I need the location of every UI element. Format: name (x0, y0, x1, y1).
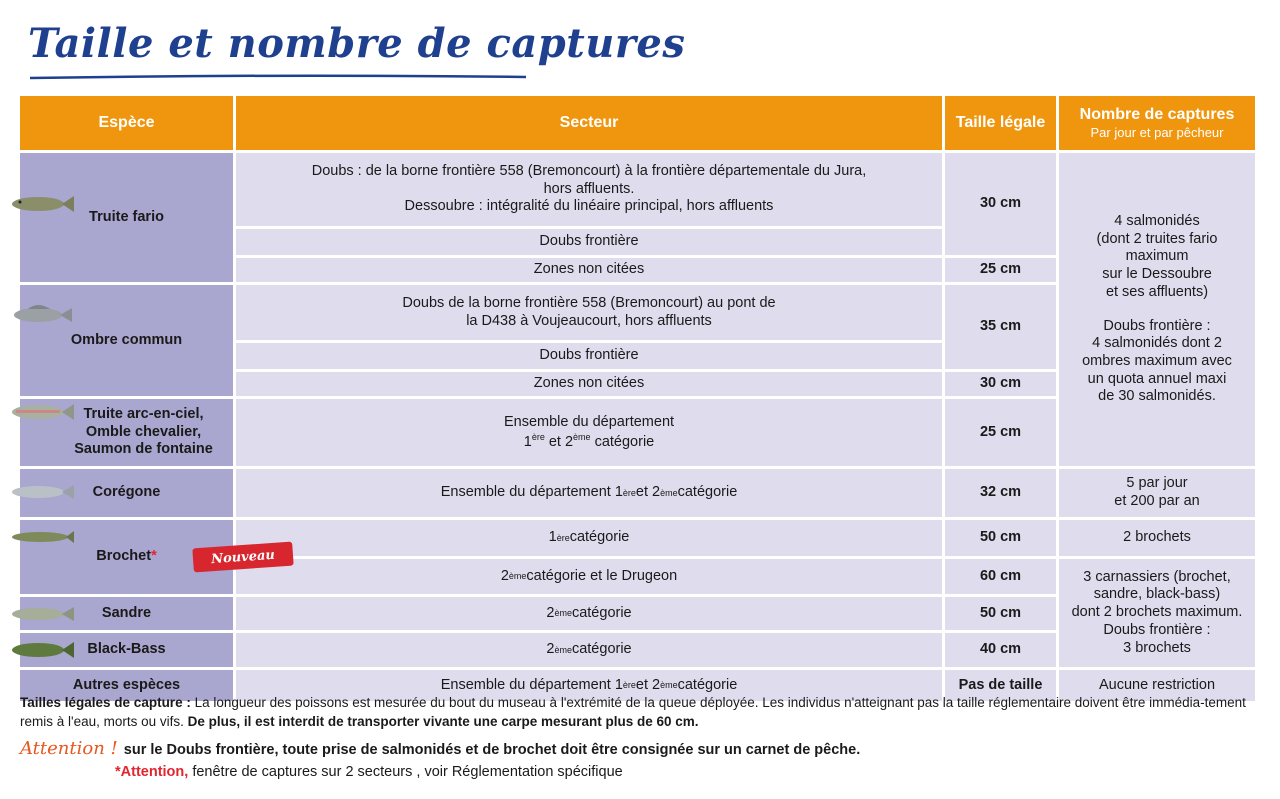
species-label: Sandre (101, 604, 152, 621)
grayling-icon (8, 303, 74, 325)
sector-arc (236, 399, 942, 466)
legal-size-note (20, 693, 1260, 731)
catches-text: et 200 par an (1114, 493, 1200, 509)
size-brochet-1: 50 cm (945, 520, 1056, 556)
catches-text: (dont 2 truites fario (1096, 230, 1218, 247)
header-size: Taille légale (945, 96, 1056, 150)
sector-fario-3: Zones non citées (236, 258, 942, 282)
rainbow-trout-icon (8, 401, 74, 423)
size-arc: 25 cm (945, 399, 1056, 466)
size-ombre-other: 30 cm (945, 372, 1056, 396)
catches-text: dont 2 brochets maximum. (1071, 604, 1243, 621)
attention-line (20, 738, 860, 759)
species-ombre (20, 285, 233, 396)
size-brochet-2: 60 cm (945, 559, 1056, 594)
species-label: Corégone (92, 484, 161, 501)
species-black-bass (20, 633, 233, 667)
catches-text: 3 carnassiers (brochet, (1083, 568, 1231, 585)
sector-sandre: 2 ème catégorie (236, 597, 942, 630)
attention-word: Attention ! (20, 738, 118, 759)
catches-salmonids (1059, 153, 1255, 466)
sector-brochet-2: 2 ème catégorie et le Drugeon (236, 559, 942, 594)
sector-text: Doubs : de la borne frontière 558 (Bremoncourt) à la frontière départementale du Jura, (311, 162, 867, 179)
species-label: Brochet* (96, 548, 157, 565)
note-text: La longueur des poissons est mesurée du bout du museau à l'extrémité de la queue déployée. Les individus n'atteignant pas la taille réglementaire doivent être immédia-tement remis à l'eau, morts ou vifs. (20, 695, 1246, 730)
catches-text: sandre, black-bass) (1093, 586, 1221, 603)
sector-text: Doubs de la borne frontière 558 (Bremoncourt) au pont de (402, 294, 776, 311)
note-bold: De plus, il est interdit de transporter vivante une carpe mesurant plus de 60 cm. (187, 714, 699, 730)
species-label: Truite arc-en-ciel, (83, 405, 204, 422)
regulations-table (20, 96, 1254, 693)
sector-fario-1 (236, 153, 942, 226)
whitefish-icon (8, 481, 74, 503)
catches-coregone (1059, 469, 1255, 517)
species-arc-en-ciel (20, 399, 233, 466)
asterisk: * (151, 548, 157, 565)
sector-ombre-1 (236, 285, 942, 340)
species-autres: Autres espèces (20, 670, 233, 701)
sector-fario-2: Doubs frontière (236, 229, 942, 255)
catches-text: maximum (1125, 248, 1189, 265)
note-label: Tailles légales de capture : (20, 695, 191, 710)
species-truite-fario (20, 153, 233, 282)
species-coregone (20, 469, 233, 517)
catches-text: ombres maximum avec (1082, 352, 1232, 369)
header-catches (1059, 96, 1255, 150)
sector-autres: Ensemble du département 1 ère et 2 ème catégorie (236, 670, 942, 701)
size-fario-other: 25 cm (945, 258, 1056, 282)
species-label: Ombre commun (70, 331, 183, 348)
catches-text: un quota annuel maxi (1087, 370, 1227, 387)
species-label: Black-Bass (87, 641, 166, 658)
header-catches-label: Nombre de captures (1079, 106, 1235, 124)
page-title: Taille et nombre de captures (28, 20, 686, 67)
sector-text: Dessoubre : intégralité du linéaire principal, hors affluents (404, 198, 774, 215)
attention-secondary (115, 764, 623, 780)
sector-text: hors affluents. (543, 180, 635, 197)
header-sector: Secteur (236, 96, 942, 150)
sector-black-bass: 2 ème catégorie (236, 633, 942, 667)
header-species: Espèce (20, 96, 233, 150)
catches-text: Doubs frontière : (1103, 621, 1211, 638)
species-sandre (20, 597, 233, 630)
size-fario: 30 cm (945, 153, 1056, 255)
species-label: Truite fario (89, 208, 164, 225)
catches-text: et ses affluents) (1105, 283, 1209, 300)
sector-ombre-2: Doubs frontière (236, 343, 942, 369)
catches-text: 4 salmonidés (1114, 213, 1200, 230)
sector-text: la D438 à Voujeaucourt, hors affluents (466, 312, 712, 329)
species-label: Omble chevalier, (85, 423, 202, 440)
pike-icon (8, 526, 74, 548)
sector-brochet-1: 1 ère catégorie (236, 520, 942, 556)
catches-text: de 30 salmonidés. (1098, 388, 1216, 405)
species-label: Saumon de fontaine (74, 441, 213, 458)
catches-carnassiers (1059, 559, 1255, 667)
black-bass-icon (8, 639, 74, 661)
catches-text: 3 brochets (1123, 639, 1191, 656)
sector-ombre-3: Zones non citées (236, 372, 942, 396)
attention-text: sur le Doubs frontière, toute prise de salmonidés et de brochet doit être consignée sur un carnet de pêche. (123, 742, 861, 758)
size-black-bass: 40 cm (945, 633, 1056, 667)
catches-text: 5 par jour (1126, 475, 1188, 492)
nouveau-badge: Nouveau (192, 542, 293, 573)
sector-text: Ensemble du département (503, 413, 675, 430)
catches-text: Doubs frontière : (1103, 317, 1211, 334)
attention-secondary-text: fenêtre de captures sur 2 secteurs , voir Réglementation spécifique (188, 764, 623, 780)
trout-icon (8, 193, 74, 215)
sector-coregone: Ensemble du département 1 ère et 2 ème catégorie (236, 469, 942, 517)
zander-icon (8, 603, 74, 625)
catches-autres: Aucune restriction (1059, 670, 1255, 701)
title-underline (28, 74, 528, 80)
size-ombre: 35 cm (945, 285, 1056, 369)
size-sandre: 50 cm (945, 597, 1056, 630)
catches-brochet: 2 brochets (1059, 520, 1255, 556)
catches-text: sur le Dessoubre (1102, 266, 1212, 283)
header-catches-sub: Par jour et par pêcheur (1090, 124, 1224, 140)
attention-star: *Attention, (115, 764, 189, 780)
size-autres: Pas de taille (945, 670, 1056, 701)
sector-text: 1ère et 2ème catégorie (523, 431, 655, 450)
catches-text: 4 salmonidés dont 2 (1092, 335, 1222, 352)
size-coregone: 32 cm (945, 469, 1056, 517)
